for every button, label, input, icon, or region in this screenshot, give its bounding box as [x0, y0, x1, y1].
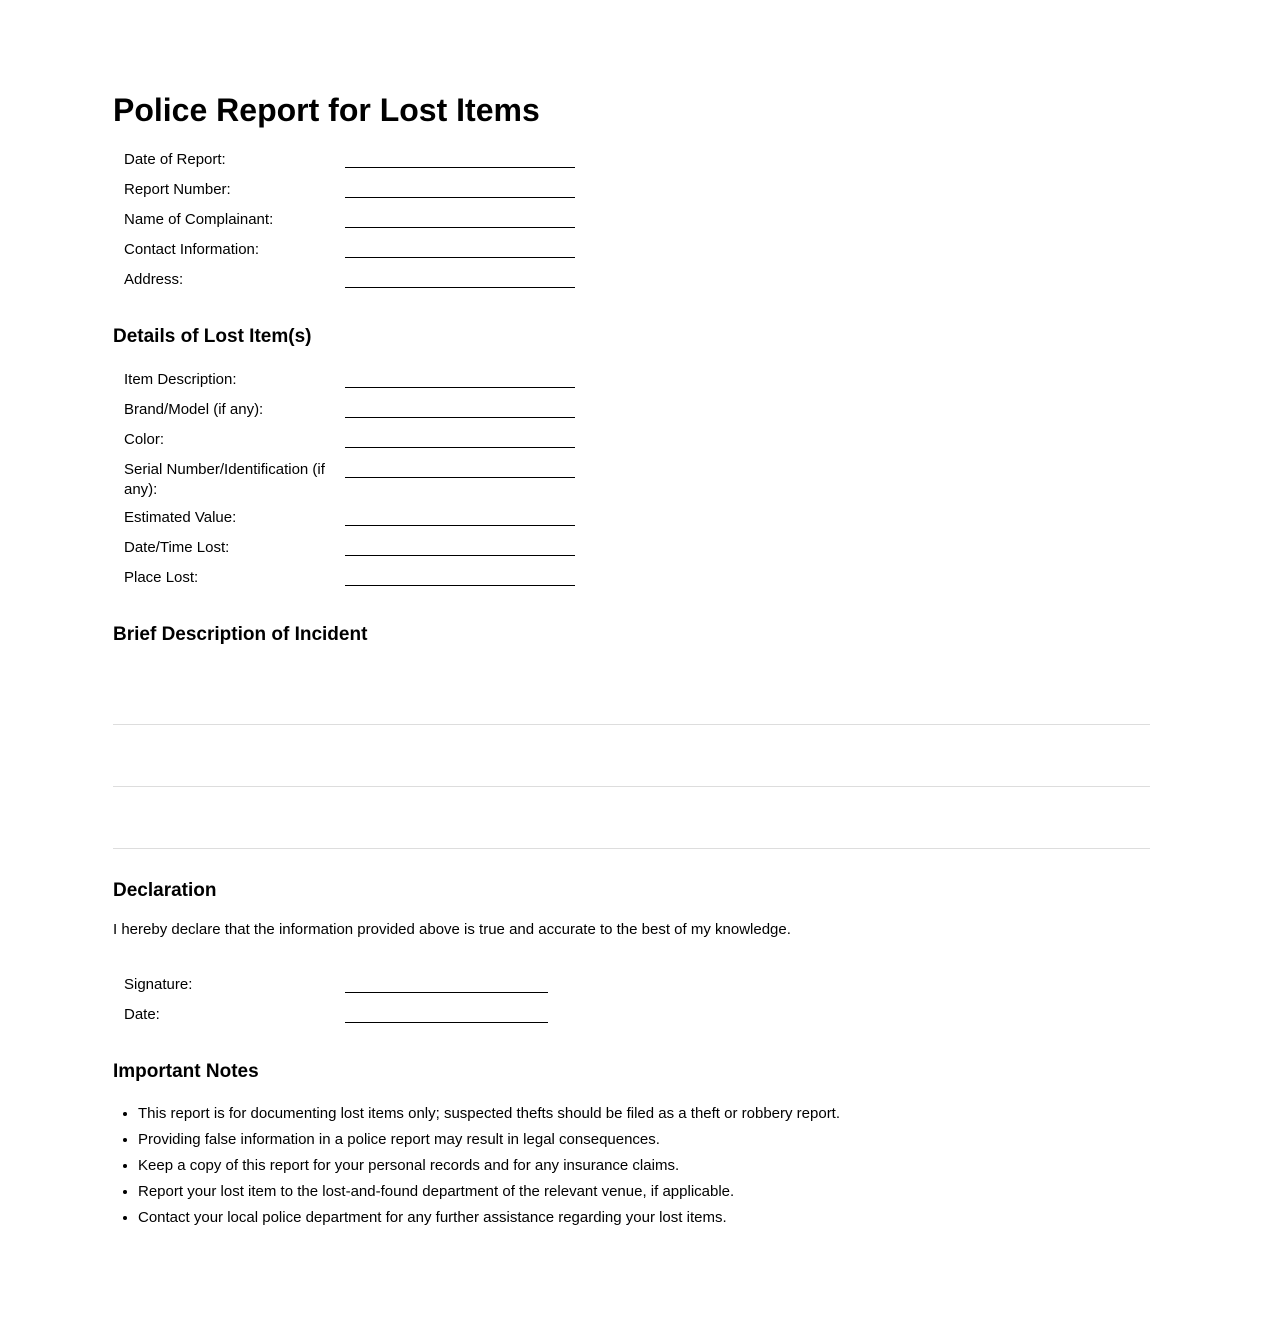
declaration-section-heading: Declaration — [113, 879, 217, 901]
field-blank-serial-number[interactable] — [345, 460, 575, 478]
field-row-estimated-value — [113, 503, 1150, 533]
incident-section-heading: Brief Description of Incident — [113, 623, 368, 645]
ruled-line — [113, 787, 1150, 849]
page-title: Police Report for Lost Items — [113, 92, 540, 128]
field-blank-signature[interactable] — [345, 975, 548, 993]
note-item: • Contact your local police department for any further assistance regarding your lost items. — [138, 1205, 1150, 1231]
complainant-fields-section — [113, 145, 1150, 295]
field-row-brand-model — [113, 395, 1150, 425]
declaration-statement: I hereby declare that the information provided above is true and accurate to the best of my knowledge. — [113, 920, 791, 938]
field-label-estimated-value: Estimated Value: — [124, 508, 237, 526]
field-blank-date-of-report[interactable] — [345, 150, 575, 168]
field-label-serial-number: Serial Number/Identification (if any): — [124, 460, 325, 498]
notes-section-heading: Important Notes — [113, 1060, 259, 1082]
field-blank-name-of-complainant[interactable] — [345, 210, 575, 228]
field-row-name-of-complainant — [113, 205, 1150, 235]
field-label-name-of-complainant: Name of Complainant: — [124, 210, 274, 228]
field-blank-report-number[interactable] — [345, 180, 575, 198]
field-label-contact-information: Contact Information: — [124, 240, 260, 258]
field-blank-place-lost[interactable] — [345, 568, 575, 586]
field-label-color: Color: — [124, 430, 165, 448]
field-label-date-of-report: Date of Report: — [124, 150, 226, 168]
field-row-item-description — [113, 365, 1150, 395]
field-row-date-time-lost — [113, 533, 1150, 563]
important-notes-list — [113, 1101, 1150, 1231]
field-blank-estimated-value[interactable] — [345, 508, 575, 526]
field-row-color — [113, 425, 1150, 455]
field-row-place-lost — [113, 563, 1150, 593]
ruled-line — [113, 725, 1150, 787]
field-blank-item-description[interactable] — [345, 370, 575, 388]
field-blank-date[interactable] — [345, 1005, 548, 1023]
field-row-date-of-report — [113, 145, 1150, 175]
field-row-signature — [113, 970, 1150, 1000]
field-label-date-time-lost: Date/Time Lost: — [124, 538, 230, 556]
field-label-report-number: Report Number: — [124, 180, 231, 198]
note-item: • This report is for documenting lost items only; suspected thefts should be filed as a theft or robbery report. — [138, 1101, 1150, 1127]
field-row-date — [113, 1000, 1150, 1030]
field-row-report-number — [113, 175, 1150, 205]
field-label-item-description: Item Description: — [124, 370, 237, 388]
field-blank-address[interactable] — [345, 270, 575, 288]
field-row-serial-number — [113, 455, 1150, 503]
field-blank-contact-information[interactable] — [345, 240, 575, 258]
note-item: • Keep a copy of this report for your personal records and for any insurance claims. — [138, 1153, 1150, 1179]
field-label-brand-model: Brand/Model (if any): — [124, 400, 264, 418]
incident-description-writing-area[interactable] — [113, 663, 1150, 849]
note-item: • Report your lost item to the lost-and-found department of the relevant venue, if applicable. — [138, 1179, 1150, 1205]
details-fields-section — [113, 365, 1150, 593]
field-label-place-lost: Place Lost: — [124, 568, 199, 586]
field-label-date: Date: — [124, 1005, 160, 1023]
field-blank-color[interactable] — [345, 430, 575, 448]
signature-fields-section — [113, 970, 1150, 1030]
police-report-document — [113, 0, 1150, 1343]
field-blank-brand-model[interactable] — [345, 400, 575, 418]
note-item: • Providing false information in a police report may result in legal consequences. — [138, 1127, 1150, 1153]
field-label-address: Address: — [124, 270, 184, 288]
field-row-contact-information — [113, 235, 1150, 265]
details-section-heading: Details of Lost Item(s) — [113, 325, 312, 347]
field-row-address — [113, 265, 1150, 295]
field-label-signature: Signature: — [124, 975, 193, 993]
ruled-line — [113, 663, 1150, 725]
field-blank-date-time-lost[interactable] — [345, 538, 575, 556]
